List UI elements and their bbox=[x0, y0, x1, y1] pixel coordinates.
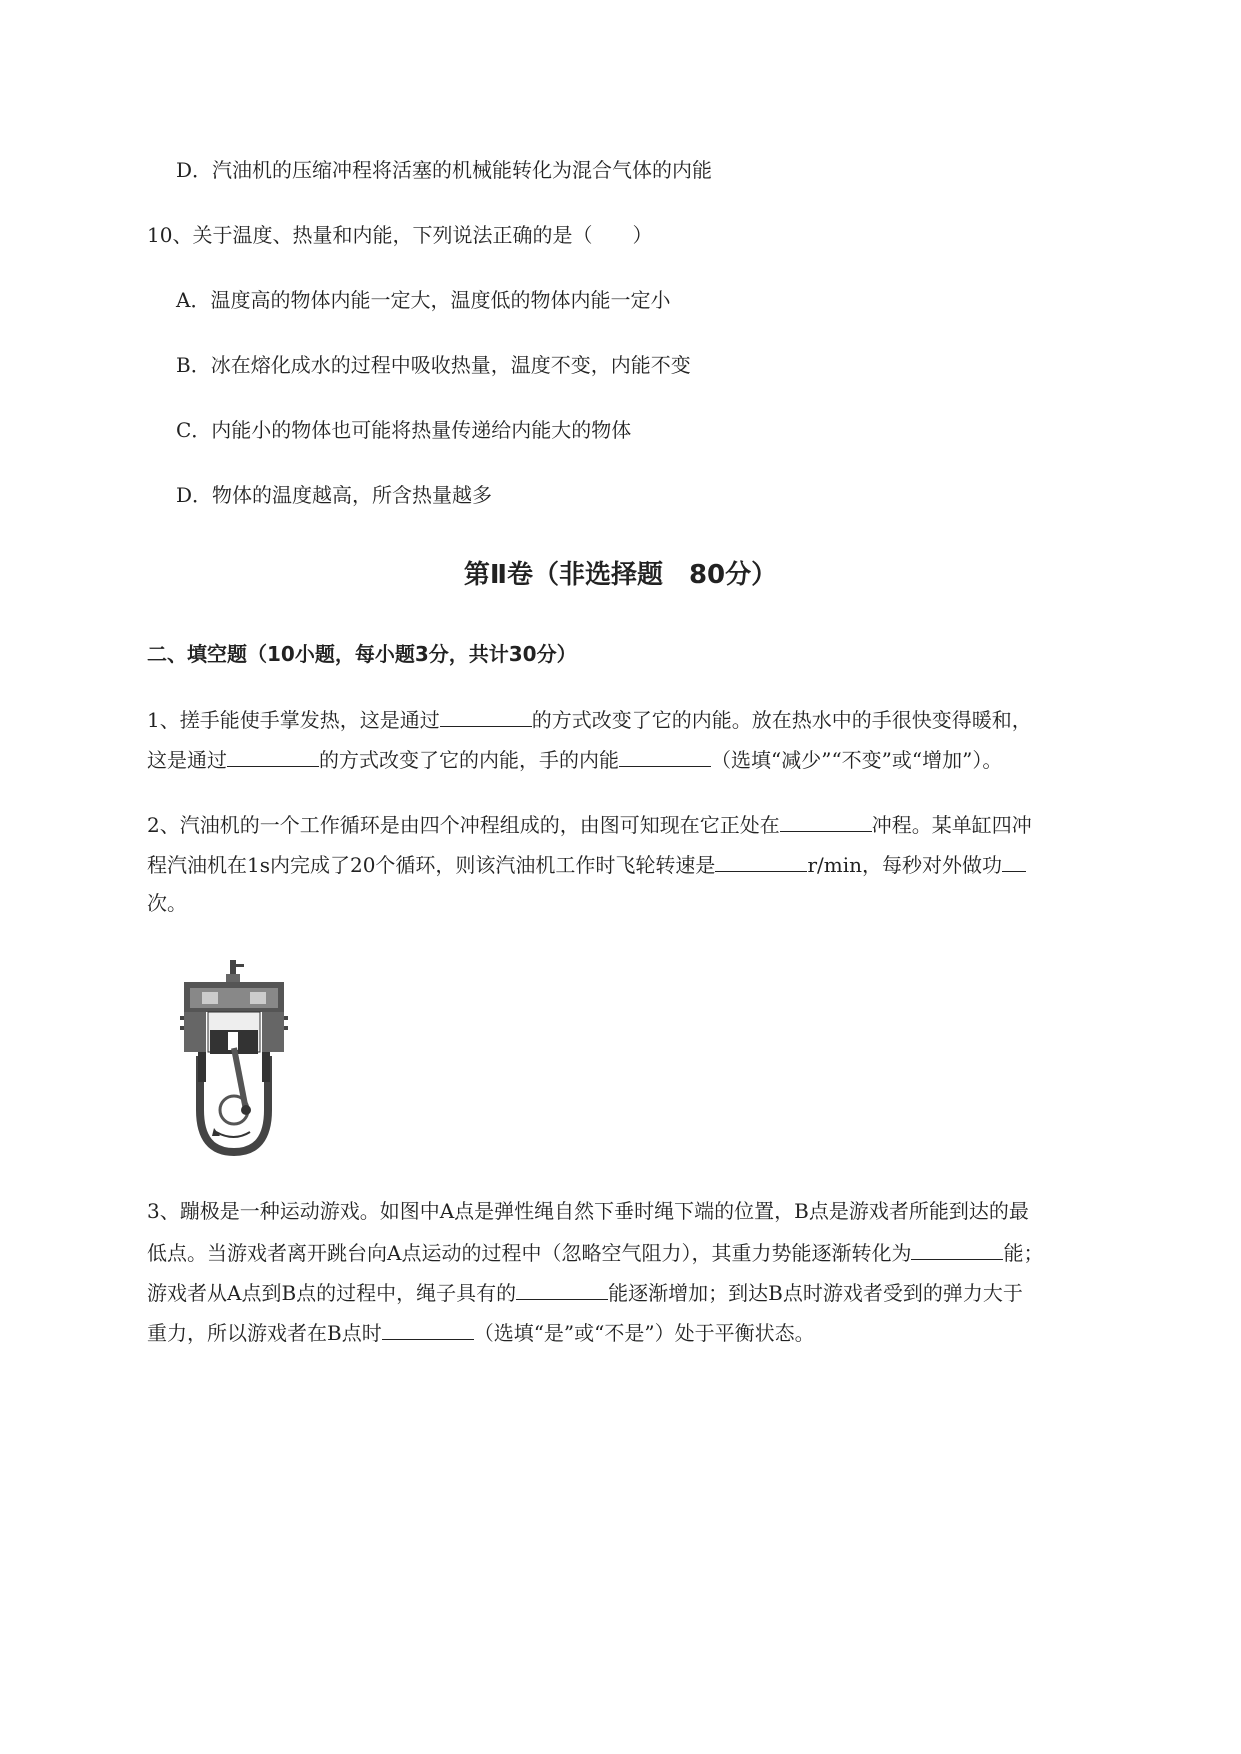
answer-blank[interactable] bbox=[619, 746, 711, 767]
answer-blank[interactable] bbox=[1002, 851, 1026, 872]
answer-blank[interactable] bbox=[440, 706, 532, 727]
answer-blank[interactable] bbox=[911, 1239, 1003, 1260]
q10-option-d: D．物体的温度越高，所含热量越多 bbox=[176, 483, 493, 507]
fill-q1-line2: 这是通过 的方式改变了它的内能，手的内能 （选填“减少”“不变”或“增加”）。 bbox=[147, 748, 1003, 772]
fill-q1-line1: 1、搓手能使手掌发热，这是通过 的方式改变了它的内能。放在热水中的手很快变得暖和， bbox=[147, 708, 1032, 732]
q9-option-d: D．汽油机的压缩冲程将活塞的机械能转化为混合气体的内能 bbox=[176, 158, 713, 182]
fill-q3-line4: 重力，所以游戏者在B点时 （选填“是”或“不是”）处于平衡状态。 bbox=[147, 1321, 815, 1345]
q10-stem: 10、关于温度、热量和内能，下列说法正确的是（ ） bbox=[147, 223, 653, 247]
q10-option-c: C．内能小的物体也可能将热量传递给内能大的物体 bbox=[176, 418, 632, 442]
fill-q2-line3: 次。 bbox=[147, 891, 187, 915]
answer-blank[interactable] bbox=[382, 1319, 474, 1340]
engine-cylinder-diagram-icon bbox=[180, 960, 288, 1156]
q10-option-b: B．冰在熔化成水的过程中吸收热量，温度不变，内能不变 bbox=[176, 353, 691, 377]
q10-option-a: A．温度高的物体内能一定大，温度低的物体内能一定小 bbox=[176, 288, 671, 312]
answer-blank[interactable] bbox=[780, 811, 872, 832]
part2-title: 第Ⅱ卷（非选择题 80分） bbox=[463, 560, 778, 590]
answer-blank[interactable] bbox=[715, 851, 807, 872]
fill-q3-line3: 游戏者从A点到B点的过程中，绳子具有的 能逐渐增加；到达B点时游戏者受到的弹力大于 bbox=[147, 1281, 1023, 1305]
fill-q2-line1: 2、汽油机的一个工作循环是由四个冲程组成的，由图可知现在它正处在 冲程。某单缸四冲 bbox=[147, 813, 1032, 837]
answer-blank[interactable] bbox=[516, 1279, 608, 1300]
answer-blank[interactable] bbox=[227, 746, 319, 767]
fill-q3-line1: 3、蹦极是一种运动游戏。如图中A点是弹性绳自然下垂时绳下端的位置，B点是游戏者所能到达的最 bbox=[147, 1199, 1029, 1223]
fill-q2-line2: 程汽油机在1s内完成了20个循环，则该汽油机工作时飞轮转速是 r/min，每秒对外做功 bbox=[147, 851, 1026, 877]
fill-q3-line2: 低点。当游戏者离开跳台向A点运动的过程中（忽略空气阻力），其重力势能逐渐转化为 能； bbox=[147, 1241, 1044, 1265]
section-heading: 二、填空题（10小题，每小题3分，共计30分） bbox=[147, 642, 577, 666]
